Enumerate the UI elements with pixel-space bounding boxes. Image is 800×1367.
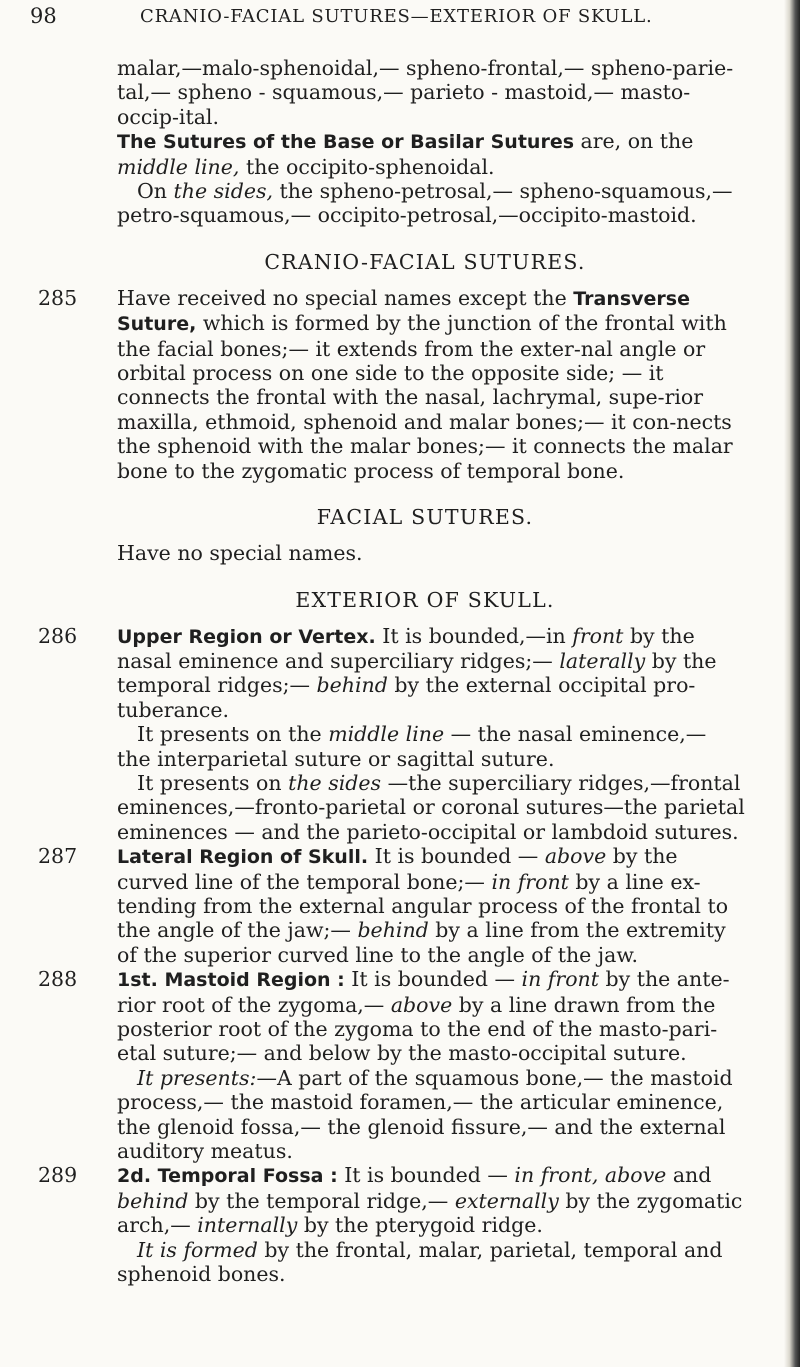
- facial-sutures-text: Have no special names.: [117, 541, 363, 566]
- text-span: It is bounded,—in: [375, 623, 573, 648]
- emphasis: internally: [197, 1213, 298, 1238]
- text-span: —A part of the squamous bone,— the mastoid process,— the mastoid foramen,— the articular eminence, the glenoid fossa,— the glenoid fissure,— and the external auditory meatus.: [117, 1065, 733, 1164]
- text-span: by the temporal ridge,—: [188, 1188, 455, 1213]
- paragraph-286: [0, 624, 790, 723]
- emphasis: in front: [491, 869, 569, 894]
- paragraph-288-presents: [0, 1066, 790, 1164]
- text-span: Have received no special names except the: [117, 285, 574, 310]
- emphasis: behind: [357, 918, 429, 943]
- emphasis: above: [544, 844, 607, 869]
- paragraph-289-formed: [0, 1238, 790, 1287]
- page-body: [0, 56, 790, 1286]
- text-span: and: [666, 1163, 712, 1188]
- mastoid-region-label: 1st. Mastoid Region :: [117, 969, 345, 992]
- basilar-sutures-label: The Sutures of the Base or Basilar Sutures: [117, 131, 575, 154]
- text-span: by the curved line of the temporal bone;—: [117, 844, 678, 894]
- text-span: by a line from the extremity of the superior curved line to the angle of the jaw.: [117, 918, 726, 967]
- lateral-region-label: Lateral Region of Skull.: [117, 846, 369, 869]
- text-span: are, on the: [574, 129, 694, 154]
- running-title: CRANIO-FACIAL SUTURES—EXTERIOR OF SKULL.: [140, 6, 653, 27]
- basilar-sides-paragraph: [0, 179, 790, 228]
- section-heading-facial: FACIAL SUTURES.: [316, 505, 534, 530]
- paragraph-number: 286: [38, 623, 78, 648]
- emphasis: It is formed: [137, 1237, 258, 1262]
- text-span: the spheno-petrosal,— spheno-squamous,— petro-squamous,— occipito-petrosal,—occipito-mastoid.: [117, 179, 733, 228]
- transverse-suture-label: Transverse Suture,: [117, 287, 691, 336]
- emphasis: in front, above: [514, 1163, 667, 1188]
- text-span: by the zygomatic arch,—: [117, 1188, 743, 1238]
- emphasis: in front: [521, 967, 599, 992]
- emphasis: behind: [117, 1188, 189, 1213]
- text-span: On: [137, 179, 174, 204]
- text-span: the occipito-sphenoidal.: [239, 154, 495, 179]
- text-span: It is bounded —: [344, 967, 522, 992]
- paragraph-286-sides: [0, 771, 790, 844]
- page-header: [0, 4, 780, 34]
- page-number: 98: [30, 4, 57, 28]
- paragraph-number: 287: [38, 844, 78, 869]
- text-span: by a line ex-tending from the external angular process of the frontal to the angle of the jaw;—: [117, 869, 729, 943]
- emphasis: laterally: [559, 648, 646, 673]
- emphasis: middle line,: [117, 154, 240, 179]
- text-span: by the external occipital pro-tuberance.: [117, 673, 696, 722]
- intro-sutures-list: malar,—malo-sphenoidal,— spheno-frontal,— spheno-parie-tal,— spheno - squamous,— parieto - mastoid,— masto-occip-ital.: [117, 56, 734, 129]
- paragraph-287: [0, 844, 790, 967]
- text-span: — the nasal eminence,— the interparietal suture or sagittal suture.: [117, 722, 707, 771]
- emphasis: It presents:: [137, 1065, 257, 1090]
- emphasis: the sides,: [173, 179, 273, 204]
- emphasis: externally: [454, 1188, 559, 1213]
- text-span: It is bounded —: [337, 1163, 515, 1188]
- section-heading-cranio-facial: CRANIO-FACIAL SUTURES.: [264, 249, 586, 274]
- text-span: by a line drawn from the posterior root of the zygoma to the end of the masto-pari-etal suture;— and below by the masto-occipital suture.: [117, 992, 718, 1066]
- text-span: It presents on the: [137, 722, 329, 747]
- paragraph-286-middle-line: [0, 722, 790, 771]
- paragraph-number: 285: [38, 285, 78, 310]
- paragraph-288: [0, 967, 790, 1066]
- text-span: which is formed by the junction of the frontal with the facial bones;— it extends from the exter-nal angle or orbital process on one side to the opposite side; — it connects the frontal with the nasal, lachrymal, supe-rior maxilla, ethmoid, sphenoid and malar bones;— it con-nects the sphenoid with the malar bones;— it connects the malar bone to the zygomatic process of temporal bone.: [117, 311, 733, 483]
- text-span: It is bounded —: [368, 844, 545, 869]
- temporal-fossa-label: 2d. Temporal Fossa :: [117, 1165, 338, 1188]
- emphasis: the sides: [288, 770, 382, 795]
- basilar-sutures-paragraph: [0, 129, 790, 179]
- paragraph-number: 289: [38, 1163, 78, 1188]
- paragraph-number: 288: [38, 967, 78, 992]
- section-heading-exterior: EXTERIOR OF SKULL.: [295, 587, 555, 612]
- text-span: by the frontal, malar, parietal, temporal and sphenoid bones.: [117, 1237, 723, 1287]
- text-span: by the pterygoid ridge.: [297, 1213, 543, 1238]
- text-span: by the temporal ridges;—: [117, 648, 717, 698]
- paragraph-289: [0, 1163, 790, 1237]
- emphasis: front: [572, 623, 624, 648]
- text-span: —the superciliary ridges,—frontal eminences,—fronto-parietal or coronal sutures—the parietal eminences — and the parieto-occipital or lambdoid sutures.: [117, 770, 745, 844]
- upper-region-label: Upper Region or Vertex.: [117, 625, 376, 648]
- paragraph-285: [0, 286, 790, 483]
- text-span: It presents on: [137, 770, 289, 795]
- emphasis: above: [390, 992, 453, 1017]
- text-span: by the nasal eminence and superciliary ridges;—: [117, 623, 695, 673]
- text-span: by the ante-rior root of the zygoma,—: [117, 967, 730, 1017]
- emphasis: middle line: [328, 722, 445, 747]
- emphasis: behind: [316, 673, 388, 698]
